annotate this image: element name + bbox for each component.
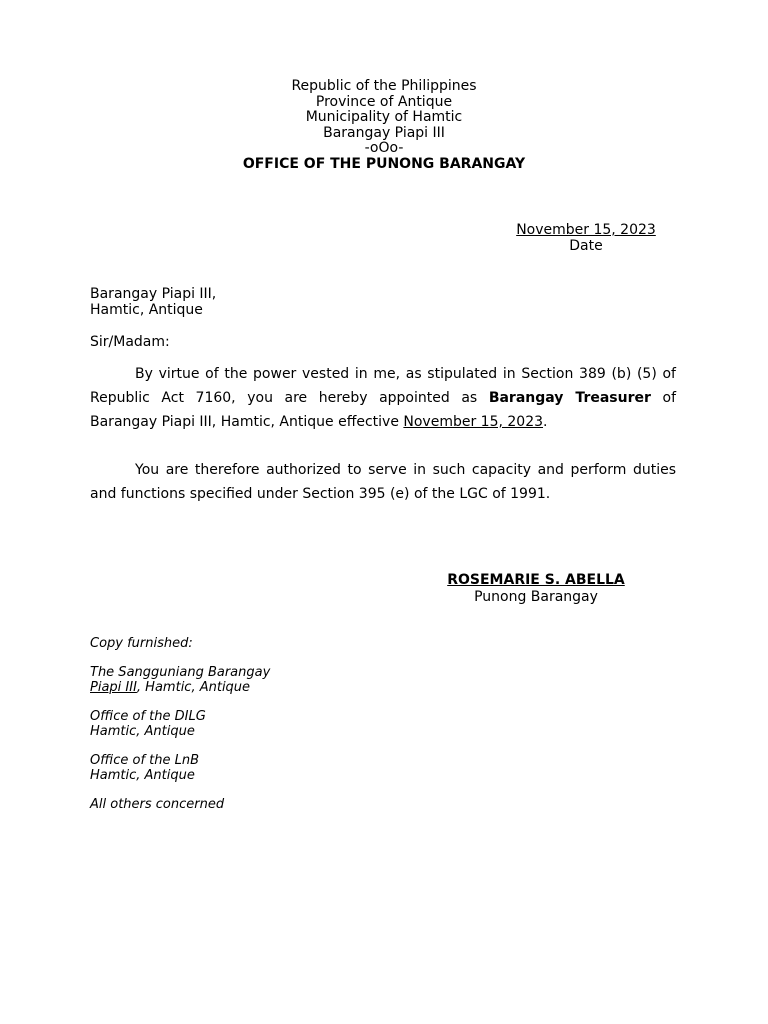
copy-furnished-label: Copy furnished: [90,636,193,651]
date-label: Date [569,238,603,254]
addressee [90,286,216,318]
addressee-line1: Barangay Piapi III, [90,286,217,302]
p1-text-middle: of Barangay Piapi III, Hamtic, Antique effective [90,390,676,430]
date-value: November 15, 2023 [516,222,656,238]
letterhead-municipality: Municipality of Hamtic [305,109,463,126]
p1-text-start: By virtue of the power vested in me, as stipulated in Section 389 (b) (5) of Republic Act 7160, you are hereby appointed as [90,366,676,406]
letterhead [0,79,768,173]
copy-recipient-sangguniang [90,665,270,695]
p1-effective-date: November 15, 2023 [403,414,544,430]
copy-recipient-dilg [90,709,206,739]
body-paragraph-authorization: You are therefore authorized to serve in such capacity and perform duties and functions specified under Section 395 (e) of the LGC of 1991. [90,462,676,502]
copy-recipient-sangguniang-rest: , Hamtic, Antique [136,680,251,695]
copy-recipient-others: All others concerned [90,797,225,812]
copy-recipient-dilg-line2: Hamtic, Antique [90,724,195,739]
letterhead-republic: Republic of the Philippines [291,78,477,94]
copy-recipient-lnb-line1: Office of the LnB [90,753,200,768]
copy-recipient-sangguniang-place: Piapi III [90,680,137,695]
addressee-line2: Hamtic, Antique [90,302,203,318]
letterhead-office: OFFICE OF THE PUNONG BARANGAY [242,155,526,172]
copy-recipient-sangguniang-line1: The Sangguniang Barangay [90,665,271,680]
date-block [508,222,664,254]
copy-recipient-dilg-line1: Office of the DILG [90,709,206,724]
signatory-title: Punong Barangay [474,589,598,605]
letterhead-barangay: Barangay Piapi III [323,124,445,141]
signature-block [438,572,634,606]
copy-recipient-lnb-line2: Hamtic, Antique [90,768,195,783]
letterhead-province: Province of Antique [315,93,453,110]
p1-position: Barangay Treasurer [488,390,651,406]
copy-recipient-sangguniang-line2 [90,680,270,695]
body-paragraph-appointment [90,362,676,434]
salutation: Sir/Madam: [90,334,170,350]
signatory-name: ROSEMARIE S. ABELLA [447,572,625,588]
p1-text-end: . [543,414,548,430]
copy-recipient-lnb [90,753,199,783]
letterhead-separator: -oOo- [364,140,404,157]
